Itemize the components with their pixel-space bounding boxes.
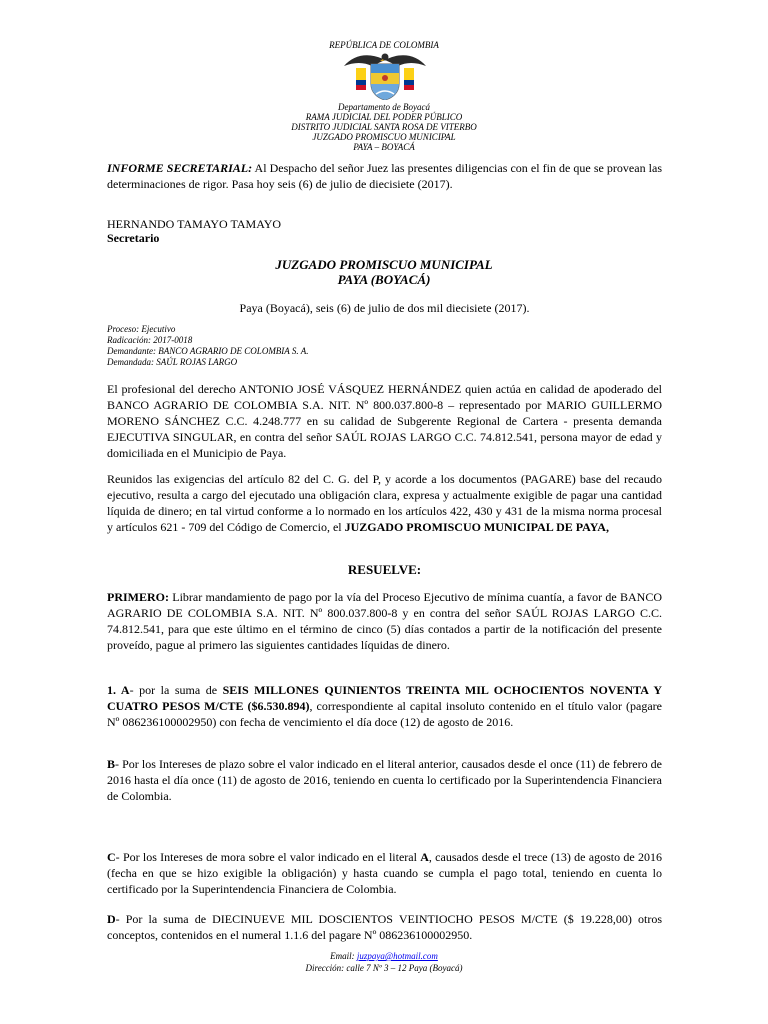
signer-name: HERNANDO TAMAYO TAMAYO <box>107 217 282 231</box>
primero-label: PRIMERO: <box>107 590 169 604</box>
date-line: Paya (Boyacá), seis (6) de julio de dos mil diecisiete (2017). <box>239 301 530 315</box>
signer-role: Secretario <box>107 231 160 245</box>
paragraph-exigencias <box>107 471 662 535</box>
primero-text: Librar mandamiento de pago por la vía del Proceso Ejecutivo de mínima cuantía, a favor de BANCO AGRARIO DE COLOMBIA S.A. NIT. Nº 800.037.800-8 y en contra del señor SAÚL ROJAS LARGO C.C. 74.812.541, para que este último en el término de cinco (5) días contados a partir de la notificación del presente proveído, pague al primero las siguientes cantidades líquidas de dinero. <box>107 590 662 652</box>
case-proceso: Proceso: Ejecutivo <box>107 324 176 334</box>
item-a-bold: SEIS MILLONES QUINIENTOS TREINTA MIL OCHOCIENTOS NOVENTA Y CUATRO PESOS M/CTE ( <box>107 683 662 713</box>
item-d-text: - Por la suma de DIECINUEVE MIL DOSCIENTOS VEINTIOCHO PESOS M/CTE ($ 19.228,00) otros conceptos, contenidos en el numeral 1.1.6 del pagare Nº 086236100002950. <box>107 912 662 942</box>
header-department: Departamento de Boyacá <box>338 102 430 112</box>
court-title-line2: PAYA (BOYACÁ) <box>337 272 431 287</box>
paragraph-apoderado: El profesional del derecho ANTONIO JOSÉ VÁSQUEZ HERNÁNDEZ quien actúa en calidad de apoderado del BANCO AGRARIO DE COLOMBIA S.A. NIT. Nº 800.037.800-8 – representado por MARIO GUILLERMO MORENO SÁNCHEZ C.C. 4.248.777 en su calidad de Subgerente Regional de Cartera - presenta demanda EJECUTIVA SINGULAR, en contra del señor SAÚL ROJAS LARGO C.C. 74.812.541, persona mayor de edad y domiciliada en el Municipio de Paya. <box>107 382 662 460</box>
informe-secretarial <box>107 160 662 192</box>
paragraph-exigencias-bold: JUZGADO PROMISCUO MUNICIPAL DE PAYA, <box>344 520 609 534</box>
item-a-label: 1. A <box>107 683 130 697</box>
item-d-label: D <box>107 912 116 926</box>
header-juzgado: JUZGADO PROMISCUO MUNICIPAL <box>312 132 456 142</box>
item-a-text2: , correspondiente al capital insoluto contenido en el título valor (pagare Nº 086236100002950) con fecha de vencimiento el día doce (12) de agosto de 2016. <box>107 699 662 729</box>
resuelve-heading: RESUELVE: <box>347 562 422 577</box>
item-b-label: B <box>107 757 116 771</box>
header-paya: PAYA – BOYACÁ <box>353 142 415 152</box>
footer-email-line <box>0 951 768 962</box>
item-a-amount: $6.530.894 <box>251 699 306 713</box>
informe-text: Al Despacho del señor Juez las presentes diligencias con el fin de que se provean las determinaciones de rigor. Pasa hoy seis (6) de julio de diecisiete (2017). <box>107 161 662 191</box>
item-b-text: - Por los Intereses de plazo sobre el valor indicado en el literal anterior, causados desde el once (11) de febrero de 2016 hasta el día once (11) de agosto de 2016, teniendo en cuenta lo certificado por la Superintendencia Financiera de Colombia. <box>107 757 662 803</box>
item-c-label: C <box>107 850 116 864</box>
header-country: REPÚBLICA DE COLOMBIA <box>329 40 439 50</box>
item-c-text1: - Por los Intereses de mora sobre el valor indicado en el literal <box>115 850 421 864</box>
item-c-text2: , causados desde el trece (13) de agosto de 2016 (fecha en que se hizo exigible la obligación) y hasta cuando se cumpla el pago total, teniendo en cuenta lo certificado por la Superintendencia Financiera de Colombia. <box>107 850 662 896</box>
informe-label: INFORME SECRETARIAL: <box>107 161 253 175</box>
header-rama: RAMA JUDICIAL DEL PODER PÚBLICO <box>305 112 463 122</box>
item-c-bold: A <box>420 850 429 864</box>
header-distrito: DISTRITO JUDICIAL SANTA ROSA DE VITERBO <box>291 122 477 132</box>
colombia-coat-of-arms-icon <box>340 50 430 100</box>
item-b <box>107 756 662 804</box>
paragraph-primero <box>107 589 662 653</box>
item-a-text1: - por la suma de <box>129 683 223 697</box>
case-demandante: Demandante: BANCO AGRARIO DE COLOMBIA S. A. <box>107 346 309 356</box>
paragraph-exigencias-text: Reunidos las exigencias del artículo 82 del C. G. del P, y acorde a los documentos (PAGARE) base del recaudo ejecutivo, resulta a cargo del ejecutado una obligación clara, expresa y actualmente exigible de pagar una cantidad líquida de dinero; en tal virtud conforme a lo normado en los artículos 422, 430 y 431 de la misma norma procesal y artículos 621 - 709 del Código de Comercio, el <box>107 472 662 534</box>
item-a-bold-close: ) <box>305 699 310 713</box>
footer-email-label: Email: <box>330 951 355 961</box>
item-d <box>107 911 662 943</box>
item-c <box>107 849 662 897</box>
court-title-line1: JUZGADO PROMISCUO MUNICIPAL <box>275 257 493 272</box>
footer-email-link[interactable]: juzpaya@hotmail.com <box>356 951 438 961</box>
case-radicacion: Radicación: 2017-0018 <box>107 335 193 345</box>
item-a <box>107 682 662 730</box>
case-demandada: Demandada: SAÚL ROJAS LARGO <box>107 357 238 367</box>
footer-address: Dirección: calle 7 Nº 3 – 12 Paya (Boyacá) <box>305 963 463 973</box>
